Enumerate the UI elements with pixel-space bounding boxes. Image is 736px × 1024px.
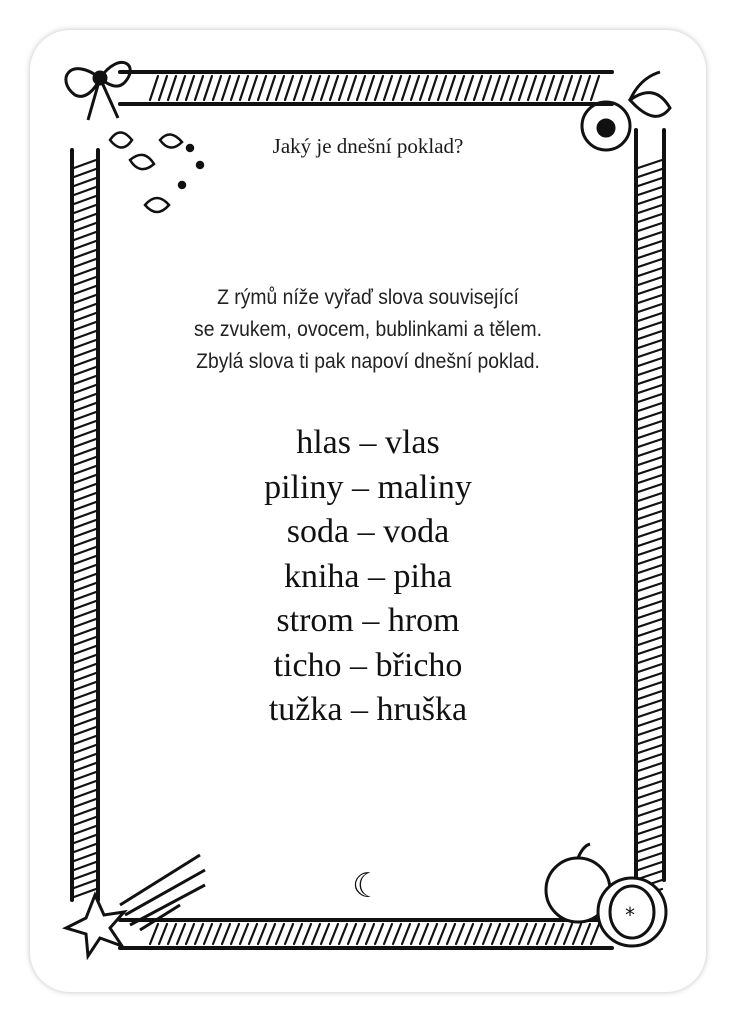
instruction-line: Z rýmů níže vyřaď slova související (217, 286, 519, 309)
instructions (29, 282, 706, 378)
rhyme-list (0, 421, 736, 733)
moon-icon: ☾ (352, 866, 383, 906)
rhyme-pair: piliny – maliny (264, 468, 472, 506)
apple-icon (546, 844, 666, 946)
rhyme-pair: soda – voda (286, 513, 450, 550)
rhyme-pair: ticho – břicho (273, 646, 463, 684)
instruction-line: Zbylá slova ti pak napoví dnešní poklad. (196, 350, 540, 373)
rhyme-pair: strom – hrom (276, 602, 460, 639)
instruction-line: se zvukem, ovocem, bublinkami a tělem. (194, 318, 542, 341)
rhyme-pair: hlas – vlas (296, 424, 440, 461)
svg-text:*: * (625, 903, 635, 927)
rhyme-pair: kniha – piha (283, 557, 453, 595)
card-heading: Jaký je dnešní poklad? (272, 134, 464, 158)
shooting-star-icon (66, 855, 205, 956)
rhyme-pair: tužka – hruška (268, 691, 468, 728)
